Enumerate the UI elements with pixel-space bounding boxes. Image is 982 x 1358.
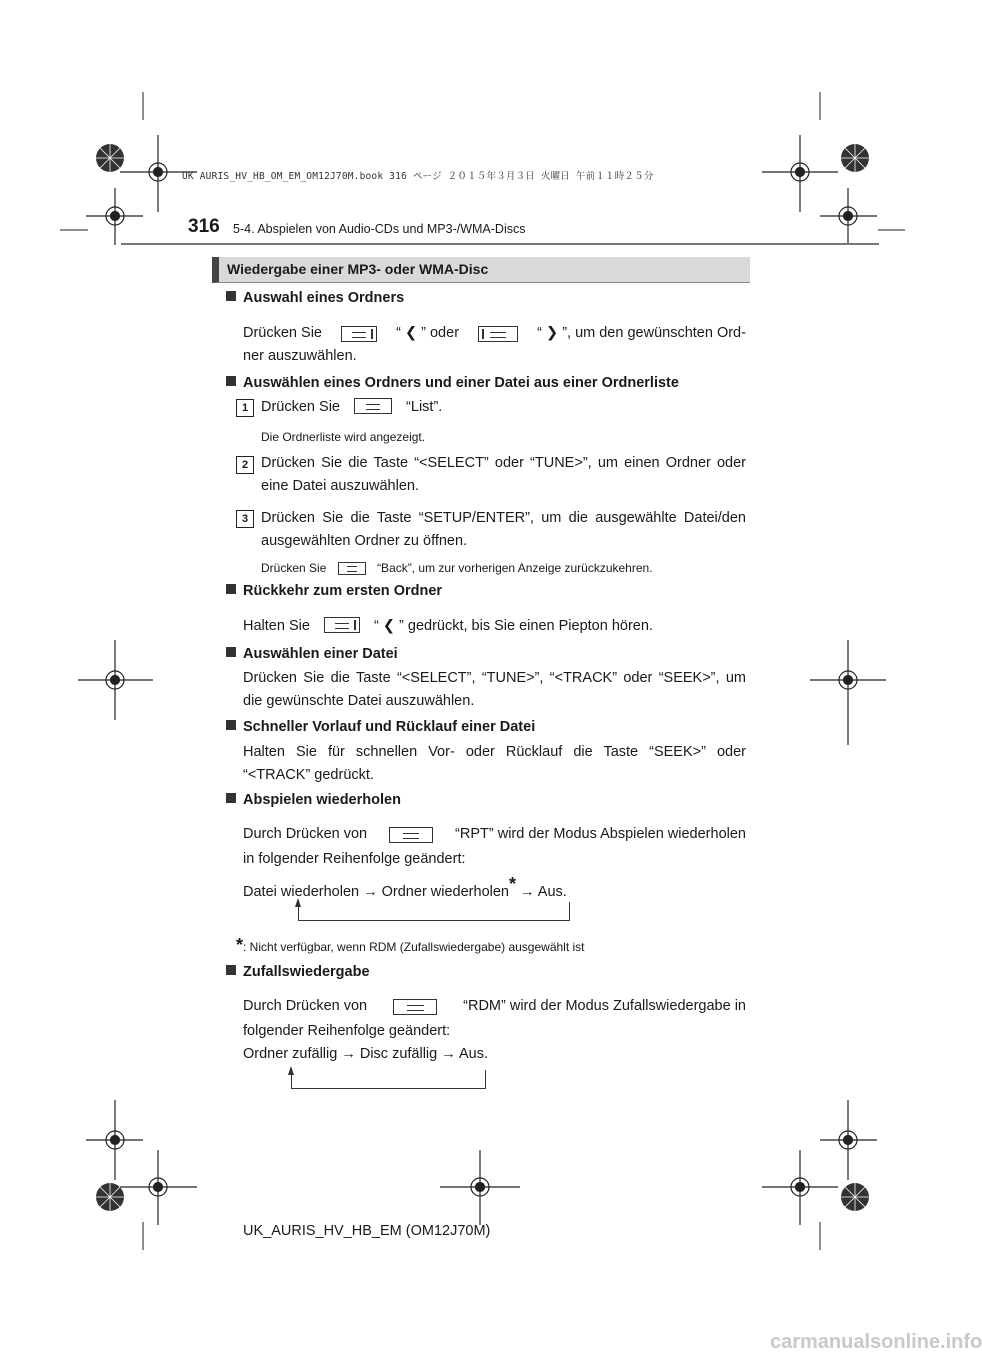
loop-arrow-icon [288,1066,294,1075]
folder-list-heading: Auswählen eines Ordners und einer Datei aus einer Ordnerliste [226,375,679,391]
fast-forward-text: Halten Sie für schnellen Vor- oder Rücklauf die Taste “SEEK>” oder “<TRACK” gedrückt. [243,744,746,783]
step-2-text: Drücken Sie die Taste “<SELECT” oder “TUNE>”, um einen Ordner oder eine Datei auszuwählen. [261,455,746,494]
back-button-icon [338,562,366,575]
repeat-heading: Abspielen wiederholen [226,792,401,808]
print-info: UK AURIS_HV_HB_OM_EM_OM12J70M.book 316 ページ ２０１５年３月３日 火曜日 午前１１時２５分 [182,171,654,182]
file-select-text: Drücken Sie die Taste “<SELECT”, “TUNE>”, “<TRACK” oder “SEEK>”, um die gewünschte Datei auszuwählen. [243,670,746,709]
repeat-sequence: Datei wiederholen → Ordner wiederholen* → Aus. [243,874,567,900]
first-folder-text: Halten Sie “ ❮ ” gedrückt, bis Sie einen Piepton hören. [243,618,653,634]
random-loop-line [291,1070,486,1089]
square-bullet-icon [226,584,236,594]
back-note: Drücken Sie “Back”, um zur vorherigen Anzeige zurückzukehren. [261,561,653,575]
random-text: Durch Drücken von “RDM” wird der Modus Zufallswiedergabe in folgender Reihenfolge geändert: Ordner zufällig → Disc zufällig → Aus. [243,995,746,1066]
list-button-icon [354,398,392,414]
square-bullet-icon [226,376,236,386]
step-3-number: 3 [236,510,254,528]
square-bullet-icon [226,647,236,657]
step-3-text: Drücken Sie die Taste “SETUP/ENTER”, um die ausgewählte Datei/den ausgewählten Ordner zu öffnen. [261,510,746,549]
fast-forward-heading: Schneller Vorlauf und Rücklauf einer Datei [226,719,535,735]
random-heading: Zufallswiedergabe [226,964,370,980]
page-number: 316 [188,216,220,237]
rdm-button-icon [393,999,437,1015]
repeat-loop-line [298,902,570,921]
step-2-number: 2 [236,456,254,474]
watermark: carmanualsonline.info [770,1331,982,1353]
seek-button-icon [324,617,360,633]
track-button-icon [478,326,518,342]
folder-select-text: Drücken Sie “ ❮ ” oder “ ❯ ”, um den gewünschten Ord- ner auszuwählen. [243,325,746,364]
square-bullet-icon [226,965,236,975]
chapter-title: 5-4. Abspielen von Audio-CDs und MP3-/WMA-Discs [233,222,526,236]
section-title: Wiedergabe einer MP3- oder WMA-Disc [227,261,489,277]
step-1-note: Die Ordnerliste wird angezeigt. [261,430,426,444]
square-bullet-icon [226,793,236,803]
loop-arrow-icon [295,898,301,907]
header-rule [121,243,879,245]
step-1-number: 1 [236,399,254,417]
chevron-right-icon: ❯ [546,325,559,341]
footnote: *: Nicht verfügbar, wenn RDM (Zufallswiedergabe) ausgewählt ist [236,935,585,955]
chevron-left-icon: ❮ [404,325,418,341]
section-header [212,257,750,283]
repeat-text: Durch Drücken von “RPT” wird der Modus Abspielen wiederholen in folgender Reihenfolge geändert: Datei wiederholen → Ordner wiederholen* → Aus. [243,823,746,904]
square-bullet-icon [226,291,236,301]
random-sequence: Ordner zufällig → Disc zufällig → Aus. [243,1046,488,1062]
step-1-text: Drücken Sie “List”. [261,399,443,415]
rpt-button-icon [389,827,433,843]
file-select-heading: Auswählen einer Datei [226,646,398,662]
folder-select-heading: Auswahl eines Ordners [226,290,404,306]
first-folder-heading: Rückkehr zum ersten Ordner [226,583,442,599]
square-bullet-icon [226,720,236,730]
seek-button-icon [341,326,377,342]
footer-code: UK_AURIS_HV_HB_EM (OM12J70M) [243,1223,491,1239]
chevron-left-icon: ❮ [382,618,395,634]
